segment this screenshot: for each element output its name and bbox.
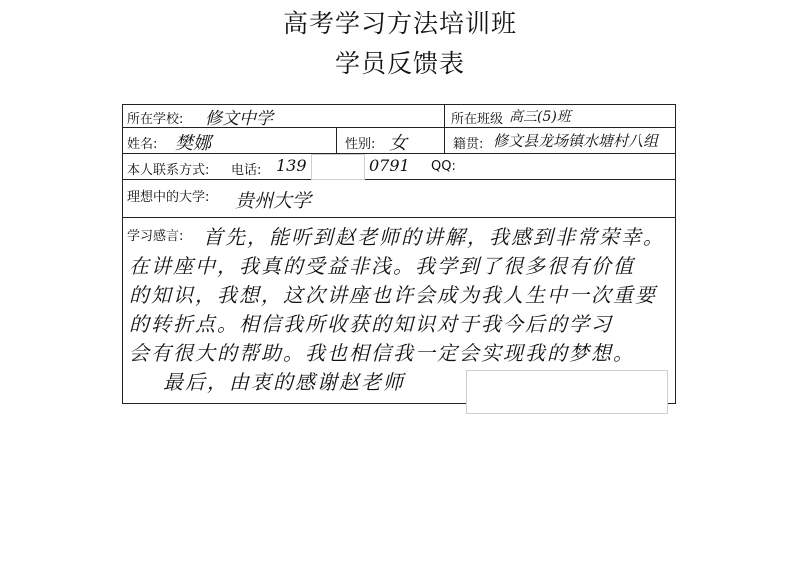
feedback-line-4: 的转折点。相信我所收获的知识对于我今后的学习	[129, 312, 613, 336]
phone-suffix[interactable]: 0791	[369, 156, 410, 175]
feedback-label: 学习感言:	[127, 229, 184, 244]
qq-label: QQ:	[431, 159, 456, 174]
name-label: 姓名:	[127, 137, 158, 152]
gender-cell	[336, 128, 444, 153]
school-label: 所在学校:	[127, 112, 184, 127]
name-row	[123, 128, 675, 154]
feedback-line-1: 首先，能听到赵老师的讲解，我感到非常荣幸。	[203, 225, 665, 249]
phone-prefix[interactable]: 139	[276, 156, 307, 175]
feedback-form	[122, 104, 676, 404]
school-cell	[123, 105, 444, 127]
signature-redaction	[466, 370, 668, 414]
feedback-line-2: 在讲座中，我真的受益非浅。我学到了很多很有价值	[129, 254, 635, 278]
school-row	[123, 105, 675, 128]
origin-value[interactable]: 修文县龙场镇水塘村八组	[493, 132, 659, 150]
feedback-line-3: 的知识，我想，这次讲座也许会成为我人生中一次重要	[129, 283, 657, 307]
origin-cell	[444, 128, 675, 153]
contact-row	[123, 154, 675, 180]
university-label: 理想中的大学:	[127, 190, 210, 205]
phone-redaction	[311, 154, 365, 180]
class-cell	[444, 105, 675, 127]
feedback-line-6: 最后，由衷的感谢赵老师	[163, 370, 405, 394]
name-cell	[123, 128, 336, 153]
origin-label: 籍贯:	[453, 137, 484, 152]
form-title: 高考学习方法培训班	[282, 9, 517, 38]
university-value[interactable]: 贵州大学	[235, 190, 312, 212]
class-label: 所在班级	[451, 112, 504, 127]
gender-value[interactable]: 女	[389, 133, 407, 154]
gender-label: 性别:	[345, 137, 376, 152]
phone-label: 电话:	[231, 163, 262, 178]
university-row	[123, 180, 675, 218]
feedback-line-5: 会有很大的帮助。我也相信我一定会实现我的梦想。	[129, 341, 635, 365]
form-subtitle: 学员反馈表	[334, 49, 465, 78]
name-value[interactable]: 樊娜	[175, 133, 211, 154]
contact-label: 本人联系方式:	[127, 163, 210, 178]
school-value[interactable]: 修文中学	[205, 109, 273, 129]
class-value[interactable]: 高三(5)班	[509, 109, 571, 125]
